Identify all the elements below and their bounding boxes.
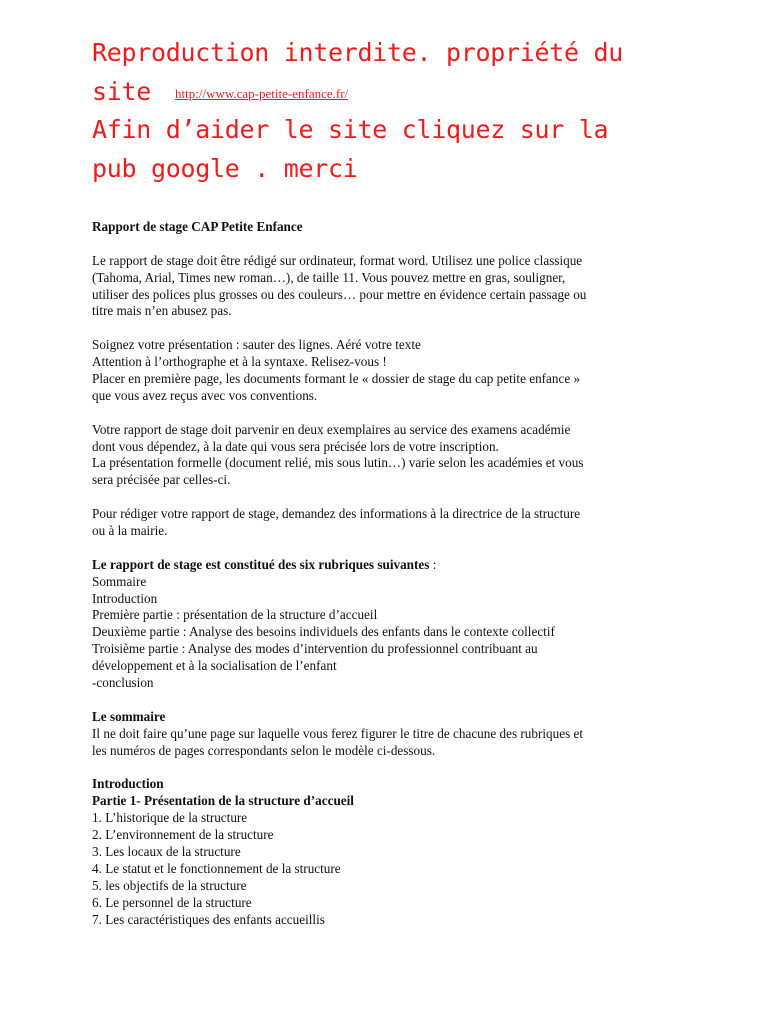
section-list-item: Sommaire	[92, 573, 147, 589]
presentation-paragraph-line: Attention à l’orthographe et à la syntaxe. Relisez-vous !	[92, 354, 387, 370]
sommaire-heading: Le sommaire	[92, 708, 166, 724]
section-list-item: développement et à la socialisation de l’enfant	[92, 658, 337, 674]
partie1-item: 3. Les locaux de la structure	[92, 843, 241, 859]
sections-heading: Le rapport de stage est constitué des six rubriques suivantes	[92, 556, 430, 572]
presentation-paragraph-line: Placer en première page, les documents formant le « dossier de stage du cap petite enfance »	[92, 371, 581, 387]
section-list-item: Troisième partie : Analyse des modes d’intervention du professionnel contribuant au	[92, 641, 538, 657]
partie1-item: 2. L’environnement de la structure	[92, 827, 274, 843]
banner-line-1: Reproduction interdite. propriété du	[92, 38, 624, 67]
submission-paragraph-line: dont vous dépendez, à la date qui vous sera précisée lors de votre inscription.	[92, 438, 499, 454]
partie1-item: 4. Le statut et le fonctionnement de la structure	[92, 860, 341, 876]
presentation-paragraph-line: Soignez votre présentation : sauter des lignes. Aéré votre texte	[92, 337, 421, 353]
document-body	[92, 219, 692, 928]
partie1-item: 7. Les caractéristiques des enfants accueillis	[92, 911, 325, 927]
partie1-item: 1. L’historique de la structure	[92, 810, 248, 826]
sommaire-text-line: Il ne doit faire qu’une page sur laquelle vous ferez figurer le titre de chacune des rubriques et	[92, 725, 584, 741]
intro-paragraph-line: Le rapport de stage doit être rédigé sur ordinateur, format word. Utilisez une police classique	[92, 252, 583, 268]
info-paragraph-line: Pour rédiger votre rapport de stage, demandez des informations à la directrice de la structure	[92, 506, 581, 522]
submission-paragraph-line: sera précisée par celles-ci.	[92, 472, 231, 488]
section-list-item: Première partie : présentation de la structure d’accueil	[92, 607, 378, 623]
section-list-item: -conclusion	[92, 675, 154, 691]
submission-paragraph-line: La présentation formelle (document relié, mis sous lutin…) varie selon les académies et vous	[92, 455, 584, 471]
banner-line-4: pub google . merci	[92, 153, 358, 183]
section-list-item: Introduction	[92, 590, 158, 606]
partie1-item: 5. les objectifs de la structure	[92, 877, 247, 893]
banner-line-2-prefix: site	[92, 76, 152, 106]
banner-line-2	[92, 73, 732, 112]
sections-heading-suffix: :	[429, 556, 437, 572]
partie1-item: 6. Le personnel de la structure	[92, 894, 252, 910]
presentation-paragraph-line: que vous avez reçus avec vos conventions.	[92, 387, 318, 403]
intro-paragraph-line: (Tahoma, Arial, Times new roman…), de taille 11. Vous pouvez mettre en gras, souligner,	[92, 269, 566, 285]
section-list-item: Deuxième partie : Analyse des besoins individuels des enfants dans le contexte collectif	[92, 624, 555, 640]
copyright-banner	[92, 34, 732, 188]
site-url-link[interactable]: http://www.cap-petite-enfance.fr/	[175, 85, 349, 101]
intro-paragraph-line: utiliser des polices plus grosses ou des couleurs… pour mettre en évidence certain passage ou	[92, 286, 587, 302]
introduction-heading: Introduction	[92, 776, 164, 792]
info-paragraph-line: ou à la mairie.	[92, 523, 168, 539]
partie1-heading: Partie 1- Présentation de la structure d’accueil	[92, 793, 354, 809]
sections-heading-line	[92, 557, 692, 574]
document-title: Rapport de stage CAP Petite Enfance	[92, 219, 303, 234]
submission-paragraph-line: Votre rapport de stage doit parvenir en deux exemplaires au service des examens académie	[92, 421, 571, 437]
intro-paragraph-line: titre mais n’en abusez pas.	[92, 303, 232, 319]
banner-line-3: Afin d’aider le site cliquez sur la	[92, 115, 609, 144]
sommaire-text-line: les numéros de pages correspondants selon le modèle ci-dessous.	[92, 742, 436, 758]
